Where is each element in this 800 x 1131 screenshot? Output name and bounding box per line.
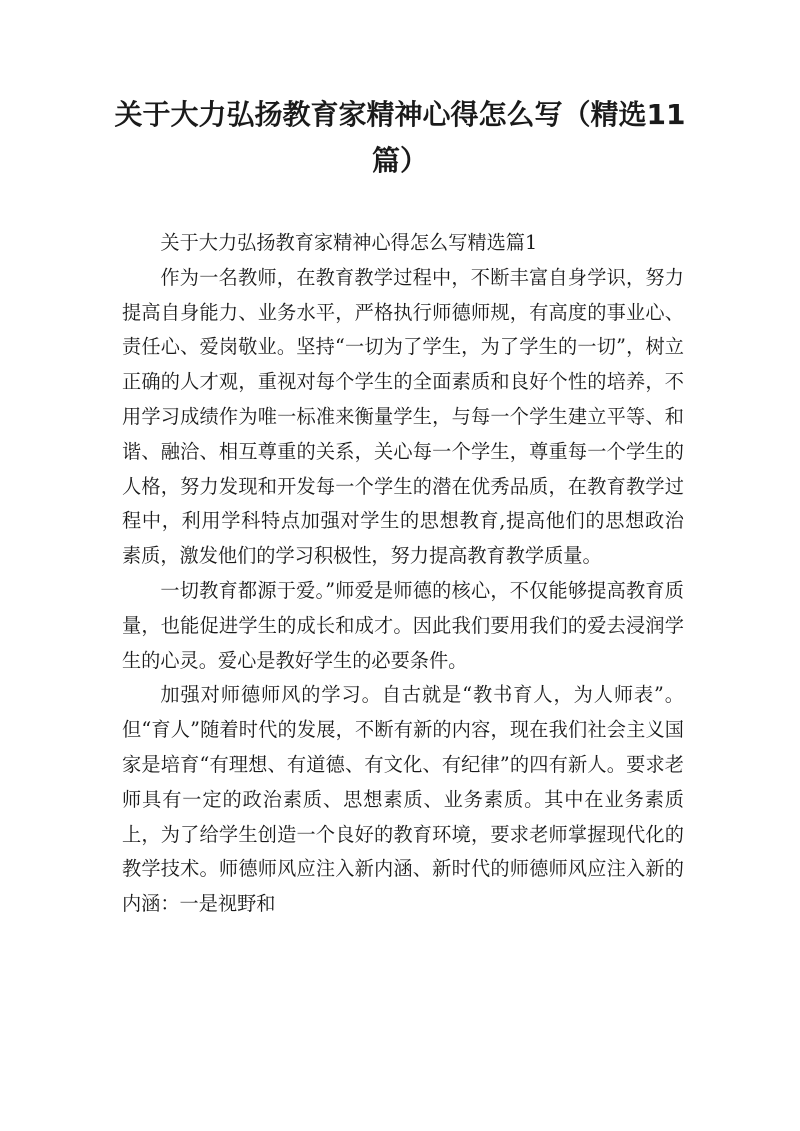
document-title: 关于大力弘扬教育家精神心得怎么写（精选11篇）	[114, 98, 686, 177]
section-subtitle: 关于大力弘扬教育家精神心得怎么写精选篇1	[160, 231, 538, 254]
paragraph: 一切教育都源于爱。”师爱是师德的核心，不仅能够提高教育质量，也能促进学生的成长和成才。因此我们要用我们的爱去浸润学生的心灵。爱心是教好学生的必要条件。	[122, 578, 684, 672]
document-body	[122, 226, 684, 922]
paragraph: 作为一名教师，在教育教学过程中，不断丰富自身学识，努力提高自身能力、业务水平，严格执行师德师规，有高度的事业心、责任心、爱岗敬业。坚持“一切为了学生，为了学生的一切”，树立正确的人才观，重视对每个学生的全面素质和良好个性的培养，不用学习成绩作为唯一标准来衡量学生，与每一个学生建立平等、和谐、融洽、相互尊重的关系，关心每一个学生，尊重每一个学生的人格，努力发现和开发每一个学生的潜在优秀品质，在教育教学过程中，利用学科特点加强对学生的思想教育,提高他们的思想政治素质，激发他们的学习积极性，努力提高教育教学质量。	[122, 265, 684, 568]
paragraph: 加强对师德师风的学习。自古就是“教书育人，为人师表”。但“育人”随着时代的发展，不断有新的内容，现在我们社会主义国家是培育“有理想、有道德、有文化、有纪律”的四有新人。要求老师具有一定的政治素质、思想素质、业务素质。其中在业务素质上，为了给学生创造一个良好的教育环境，要求老师掌握现代化的教学技术。师德师风应注入新内涵、新时代的师德师风应注入新的内涵：一是视野和	[122, 683, 684, 916]
